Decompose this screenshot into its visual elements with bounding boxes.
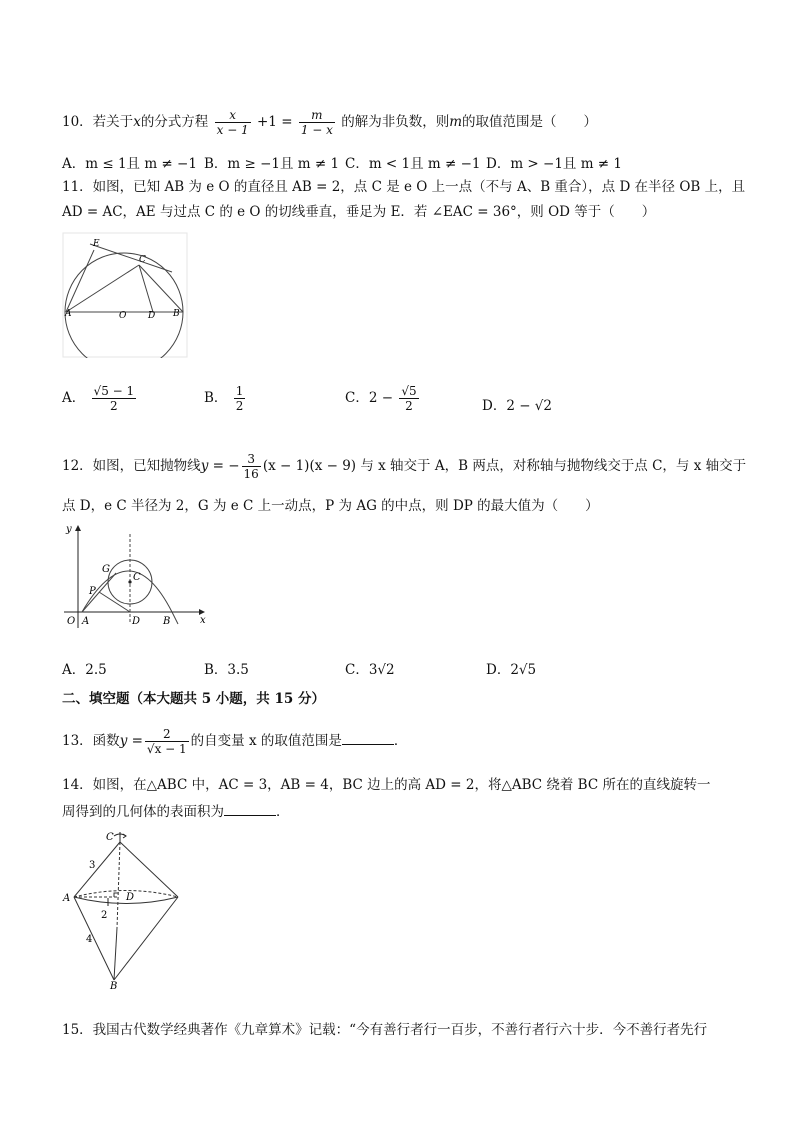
q14-line-1: 14．如图，在△ABC 中，AC = 3，AB = 4，BC 边上的高 AD = 2，将△ABC 绕着 BC 所在的直线旋转一 <box>62 777 711 793</box>
q13-frac-den: √x − 1 <box>146 742 187 756</box>
q10-option-d: D．m > −1且 m ≠ 1 <box>486 156 622 172</box>
q14-label-d: D <box>126 892 135 903</box>
q11-opt-c-num: √5 <box>401 384 417 398</box>
q11-label-e: E <box>93 239 100 249</box>
q12-label-x: x <box>200 615 206 626</box>
q11-option-b <box>204 384 247 413</box>
q11-figure-frame <box>63 233 187 357</box>
q11-opt-c-den: 2 <box>405 399 413 413</box>
q14-label-b: B <box>110 981 118 990</box>
q15-line-1: 15．我国古代数学经典著作《九章算术》记载：“今有善行者行一百步，不善行者行六十步．今不善行者先行 <box>62 1022 708 1038</box>
q12-line-1 <box>62 452 746 481</box>
q11-opt-c-fraction <box>399 384 418 413</box>
q10-option-a: A．m ≤ 1且 m ≠ −1 <box>62 156 197 172</box>
q11-opt-b-fraction <box>234 384 246 413</box>
q14-label-c: C <box>106 832 114 843</box>
q11-line-1: 11．如图，已知 AB 为 e O 的直径且 AB = 2，点 C 是 e O 上一点（不与 A、B 重合），点 D 在半径 OB 上，且 <box>62 179 746 195</box>
q14-line-b-right <box>114 897 178 980</box>
q14-label-a: A <box>63 893 71 904</box>
q11-opt-b-num: 1 <box>235 384 244 398</box>
q13-suffix: 的自变量 x 的取值范围是 <box>190 733 342 749</box>
q12-y-eq: y = − <box>200 458 240 474</box>
q11-opt-a-prefix: A． <box>62 390 86 406</box>
q13-fraction <box>145 727 189 756</box>
q11-label-b: B <box>173 309 180 319</box>
q10-fraction-2 <box>299 108 335 137</box>
q12-frac-den: 16 <box>243 467 259 481</box>
q14-label-4: 4 <box>86 934 93 945</box>
q10-option-c: C．m < 1且 m ≠ −1 <box>345 156 481 172</box>
q14-end: ． <box>276 804 290 820</box>
q12-option-b: B．3.5 <box>204 662 249 678</box>
q12-option-c: C．3√2 <box>345 662 395 678</box>
q12-option-d: D．2√5 <box>486 662 537 678</box>
q11-option-a <box>62 384 138 413</box>
section-2-title: 二、填空题（本大题共 5 小题，共 15 分） <box>62 691 325 707</box>
q10-fraction-1 <box>215 108 251 137</box>
q11-opt-a-den: 2 <box>110 399 118 413</box>
q14-figure <box>62 828 192 990</box>
q11-option-d: D．2 − √2 <box>482 398 552 414</box>
q10-frac1-num: x <box>215 108 251 123</box>
q11-label-d: D <box>148 311 156 321</box>
q14-axis-db <box>114 928 117 980</box>
q13-y-eq: y = <box>119 733 143 749</box>
q11-opt-b-prefix: B． <box>204 390 228 406</box>
q12-label-d: D <box>132 616 141 627</box>
q10-frac1-den: x − 1 <box>216 123 249 137</box>
q11-label-c: C <box>139 255 146 265</box>
q11-tangent <box>90 244 172 272</box>
q10-plus-one: +1 = <box>257 114 293 130</box>
q11-figure <box>62 232 188 358</box>
q13-answer-blank[interactable] <box>342 732 394 745</box>
q12-label-o: O <box>67 616 76 627</box>
q14-label-3: 3 <box>89 860 96 871</box>
q12-label-b: B <box>163 616 171 627</box>
q12-label-p: P <box>89 586 96 597</box>
q10-option-b: B．m ≥ −1且 m ≠ 1 <box>204 156 340 172</box>
q14-right-angle <box>114 893 118 897</box>
q12-text-a: 12．如图，已知抛物线 <box>62 458 201 474</box>
q13-prefix: 13．函数 <box>62 733 120 749</box>
q11-label-a: A <box>65 309 72 319</box>
q11-label-o: O <box>119 311 127 321</box>
q12-line-pd <box>99 592 130 612</box>
q11-line-2: AD = AC，AE 与过点 C 的 e O 的切线垂直，垂足为 E．若 ∠EAC = 36°，则 OD 等于（ ） <box>62 204 656 220</box>
q11-opt-a-fraction <box>92 384 137 413</box>
q12-label-c: C <box>133 572 141 583</box>
q14-line-2 <box>62 803 290 821</box>
q11-option-c <box>345 384 421 413</box>
q10-text-d: 的取值范围是（ ） <box>462 114 598 130</box>
q12-fraction <box>242 452 261 481</box>
q12-label-y: y <box>66 524 72 535</box>
q10-text-c: 的解为非负数，则 <box>341 114 450 130</box>
q13-end: ． <box>393 733 408 749</box>
q14-answer-blank[interactable] <box>224 803 276 816</box>
q14-text-a: 周得到的几何体的表面积为 <box>62 804 224 820</box>
q10-frac2-den: 1 − x <box>300 123 333 137</box>
q12-line-2: 点 D，e C 半径为 2，G 为 e C 上一动点，P 为 AG 的中点，则 DP 的最大值为（ ） <box>62 498 599 514</box>
q10-var-m: m <box>449 114 463 130</box>
q14-label-2: 2 <box>101 910 108 921</box>
q13-frac-num: 2 <box>145 727 189 742</box>
q10-var-x: x <box>133 114 141 130</box>
q12-figure <box>62 520 212 632</box>
q13-stem <box>62 727 407 756</box>
q14-axis-cd <box>117 842 120 928</box>
q11-circle <box>65 253 183 358</box>
q11-opt-b-den: 2 <box>235 399 244 413</box>
q10-stem <box>62 108 597 137</box>
q12-text-b: (x − 1)(x − 9) 与 x 轴交于 A，B 两点，对称轴与抛物线交于点 C，与 x 轴交于 <box>262 458 747 474</box>
q14-line-c-right <box>120 842 178 897</box>
q10-text-b: 的分式方程 <box>140 114 209 130</box>
q12-option-a: A．2.5 <box>62 662 107 678</box>
q12-label-a: A <box>82 616 90 627</box>
q10-frac2-num: m <box>299 108 335 123</box>
q14-line-ab <box>74 897 114 980</box>
q14-line-ca <box>74 842 120 897</box>
q10-text-a: 10．若关于 <box>62 114 134 130</box>
q12-center-dot <box>128 580 131 583</box>
q12-label-g: G <box>102 564 110 575</box>
q12-frac-num: 3 <box>242 452 261 467</box>
q11-opt-a-num: √5 − 1 <box>93 384 135 398</box>
q11-opt-c-prefix: C．2 − <box>345 390 394 406</box>
q14-rotation-arrowhead <box>123 834 126 838</box>
